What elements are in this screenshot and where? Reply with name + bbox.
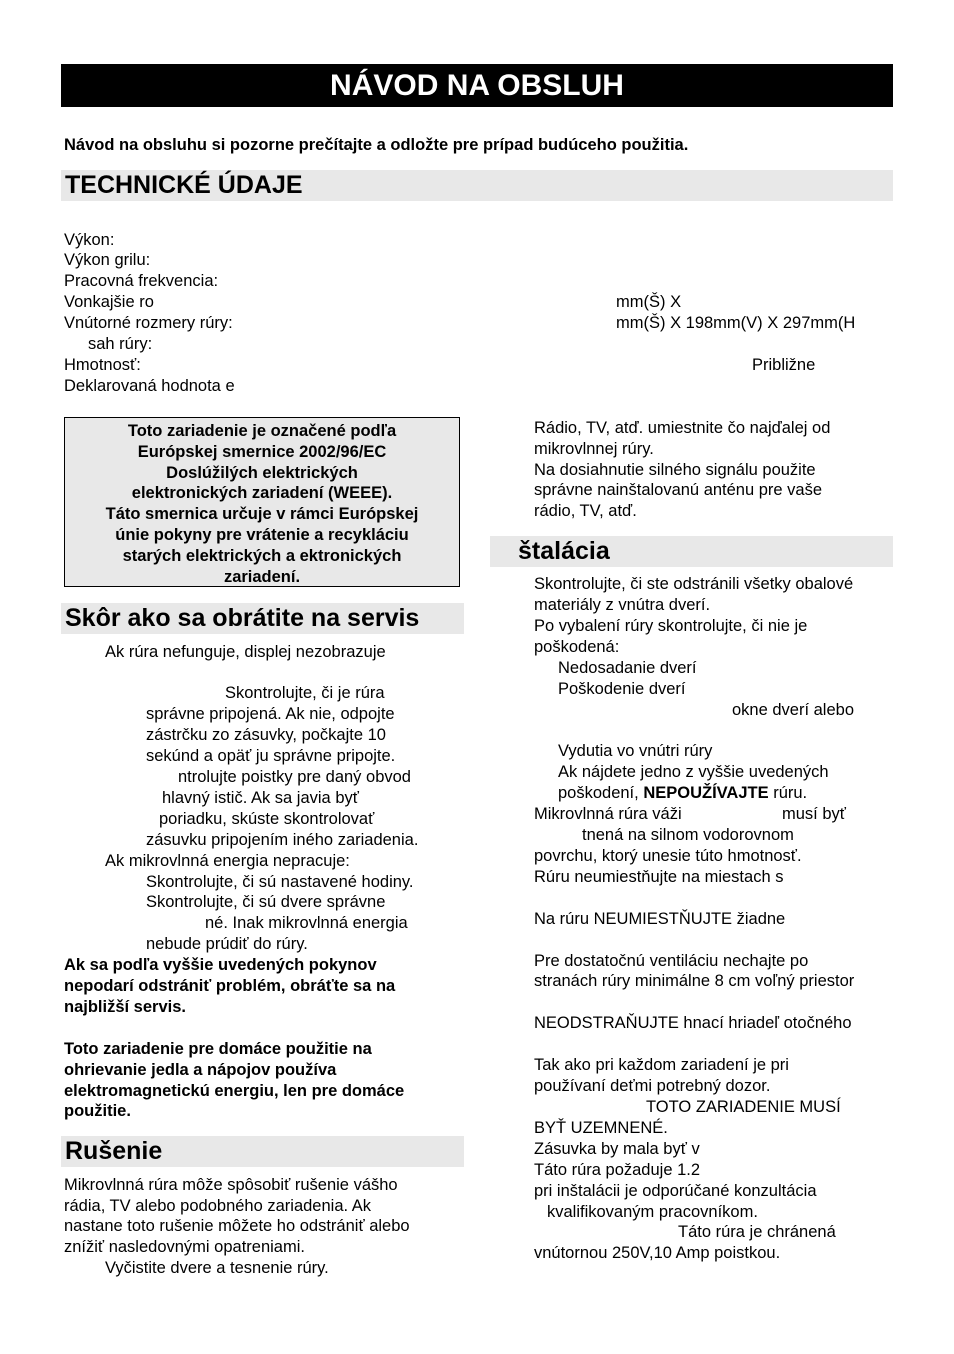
interference-tip: mikrovlnnej rúry. bbox=[534, 440, 654, 458]
interference-tip: rádio, TV, atď. bbox=[534, 502, 637, 520]
interference-tip: správne nainštalovanú anténu pre vaše bbox=[534, 481, 823, 499]
tech-label: Výkon: bbox=[64, 231, 115, 249]
service-text: sekúnd a opäť ju správne pripojte. bbox=[146, 747, 396, 765]
tech-value-weight: Približne bbox=[752, 356, 816, 374]
service-text: Ak mikrovlnná energia nepracuje: bbox=[105, 852, 350, 870]
page-title: NÁVOD NA OBSLUH bbox=[61, 64, 893, 107]
tech-value-outer: mm(Š) X bbox=[616, 293, 682, 311]
weee-line: starých elektrických a ektronických bbox=[122, 546, 402, 565]
install-text: kvalifikovaným pracovníkom. bbox=[547, 1203, 758, 1221]
weee-line: únie pokyny pre vrátenie a recykláciu bbox=[115, 525, 409, 544]
usage-note: Toto zariadenie pre domáce použitie na bbox=[64, 1040, 372, 1058]
tech-label: Vnútorné rozmery rúry: bbox=[64, 314, 233, 332]
install-text: stranách rúry minimálne 8 cm voľný priestor bbox=[534, 972, 855, 990]
weee-line: zariadení. bbox=[223, 567, 301, 586]
tech-label: sah rúry: bbox=[88, 335, 153, 353]
install-text: okne dverí alebo bbox=[732, 701, 855, 719]
section-heading-installation: štalácia bbox=[490, 536, 893, 567]
install-text: Vydutia vo vnútri rúry bbox=[558, 742, 713, 760]
install-text: Zásuvka by mala byť v bbox=[534, 1140, 700, 1158]
install-text: NEODSTRAŇUJTE hnací hriadeľ otočného bbox=[534, 1014, 852, 1032]
install-text: tnená na silnom vodorovnom bbox=[582, 826, 794, 844]
install-warning-word: NEPOUŽÍVAJTE bbox=[643, 784, 769, 802]
install-text: Po vybalení rúry skontrolujte, či nie je bbox=[534, 617, 808, 635]
service-text: Skontrolujte, či sú nastavené hodiny. bbox=[146, 873, 414, 891]
service-text: nebude prúdiť do rúry. bbox=[146, 935, 308, 953]
service-text: Skontrolujte, či je rúra bbox=[225, 684, 385, 702]
service-text: hlavný istič. Ak sa javia byť bbox=[162, 789, 359, 807]
usage-note: ohrievanie jedla a nápojov používa bbox=[64, 1061, 337, 1079]
tech-label: Výkon grilu: bbox=[64, 251, 151, 269]
weee-line: elektronických zariadení (WEEE). bbox=[131, 484, 393, 503]
install-text: materiály z vnútra dverí. bbox=[534, 596, 711, 614]
install-text-part: poškodení, bbox=[558, 784, 644, 802]
install-text bbox=[558, 783, 807, 804]
install-text: používaní deťmi potrebný dozor. bbox=[534, 1077, 771, 1095]
interference-text: Mikrovlnná rúra môže spôsobiť rušenie vášho bbox=[64, 1176, 398, 1194]
service-text: správne pripojená. Ak nie, odpojte bbox=[146, 705, 395, 723]
install-text: Rúru neumiestňujte na miestach s bbox=[534, 868, 784, 886]
interference-text: Vyčistite dvere a tesnenie rúry. bbox=[105, 1259, 329, 1277]
install-text: Poškodenie dverí bbox=[558, 680, 686, 698]
install-text: Na rúru NEUMIESTŇUJTE žiadne bbox=[534, 910, 786, 928]
service-note: nepodarí odstrániť problém, obráťte sa na bbox=[64, 977, 396, 995]
weee-line: Táto smernica určuje v rámci Európskej bbox=[105, 505, 419, 524]
install-text: poškodená: bbox=[534, 638, 620, 656]
section-heading-service: Skôr ako sa obrátite na servis bbox=[61, 603, 464, 634]
usage-note: elektromagnetickú energiu, len pre domáce bbox=[64, 1082, 405, 1100]
tech-value-inner: mm(Š) X 198mm(V) X 297mm(H bbox=[616, 314, 856, 332]
install-text-part: rúru. bbox=[768, 784, 808, 802]
weee-line: Európskej smernice 2002/96/EC bbox=[137, 442, 387, 461]
interference-text: rádia, TV alebo podobného zariadenia. Ak bbox=[64, 1197, 372, 1215]
weee-line: Toto zariadenie je označené podľa bbox=[127, 422, 397, 440]
install-text: Táto rúra požaduje 1.2 bbox=[534, 1161, 701, 1179]
section-heading-interference: Rušenie bbox=[61, 1136, 464, 1167]
install-text: Mikrovlnná rúra váži bbox=[534, 805, 682, 823]
weee-notice-box bbox=[64, 417, 460, 587]
service-text: ntrolujte poistky pre daný obvod bbox=[178, 768, 411, 786]
install-text: musí byť bbox=[782, 805, 846, 823]
install-text: Táto rúra je chránená bbox=[678, 1223, 836, 1241]
install-text: Pre dostatočnú ventiláciu nechajte po bbox=[534, 952, 809, 970]
service-text: poriadku, skúste skontrolovať bbox=[159, 810, 375, 828]
install-text: povrchu, ktorý unesie túto hmotnosť. bbox=[534, 847, 802, 865]
weee-line: Doslúžilých elektrických bbox=[166, 463, 358, 482]
install-text: Nedosadanie dverí bbox=[558, 659, 697, 677]
section-heading-technical: TECHNICKÉ ÚDAJE bbox=[61, 170, 893, 201]
interference-tip: Rádio, TV, atď. umiestnite čo najďalej od bbox=[534, 419, 831, 437]
service-text: né. Inak mikrovlnná energia bbox=[205, 914, 408, 932]
install-text: BYŤ UZEMNENÉ. bbox=[534, 1119, 668, 1137]
install-text: TOTO ZARIADENIE MUSÍ bbox=[646, 1098, 841, 1116]
service-text: Skontrolujte, či sú dvere správne bbox=[146, 893, 386, 911]
tech-label: Pracovná frekvencia: bbox=[64, 272, 219, 290]
service-text: zásuvku pripojením iného zariadenia. bbox=[146, 831, 419, 849]
interference-text: znížiť nasledovnými opatreniami. bbox=[64, 1238, 305, 1256]
install-text: Tak ako pri každom zariadení je pri bbox=[534, 1056, 789, 1074]
service-note: Ak sa podľa vyššie uvedených pokynov bbox=[64, 956, 377, 974]
tech-label: Hmotnosť: bbox=[64, 356, 141, 374]
service-note: najbližší servis. bbox=[64, 998, 186, 1016]
install-text: Ak nájdete jedno z vyššie uvedených bbox=[558, 763, 829, 781]
tech-label: Deklarovaná hodnota e bbox=[64, 377, 235, 395]
usage-note: použitie. bbox=[64, 1102, 131, 1120]
install-text: pri inštalácii je odporúčané konzultácia bbox=[534, 1182, 817, 1200]
tech-label: Vonkajšie ro bbox=[64, 293, 154, 311]
install-text: Skontrolujte, či ste odstránili všetky obalové bbox=[534, 575, 854, 593]
interference-tip: Na dosiahnutie silného signálu použite bbox=[534, 461, 816, 479]
interference-text: nastane toto rušenie môžete ho odstrániť alebo bbox=[64, 1217, 410, 1235]
service-text: zástrčku zo zásuvky, počkajte 10 bbox=[146, 726, 386, 744]
install-text: vnútornou 250V,10 Amp poistkou. bbox=[534, 1244, 781, 1262]
intro-text: Návod na obsluhu si pozorne prečítajte a odložte pre prípad budúceho použitia. bbox=[64, 136, 689, 154]
service-text: Ak rúra nefunguje, displej nezobrazuje bbox=[105, 643, 386, 661]
